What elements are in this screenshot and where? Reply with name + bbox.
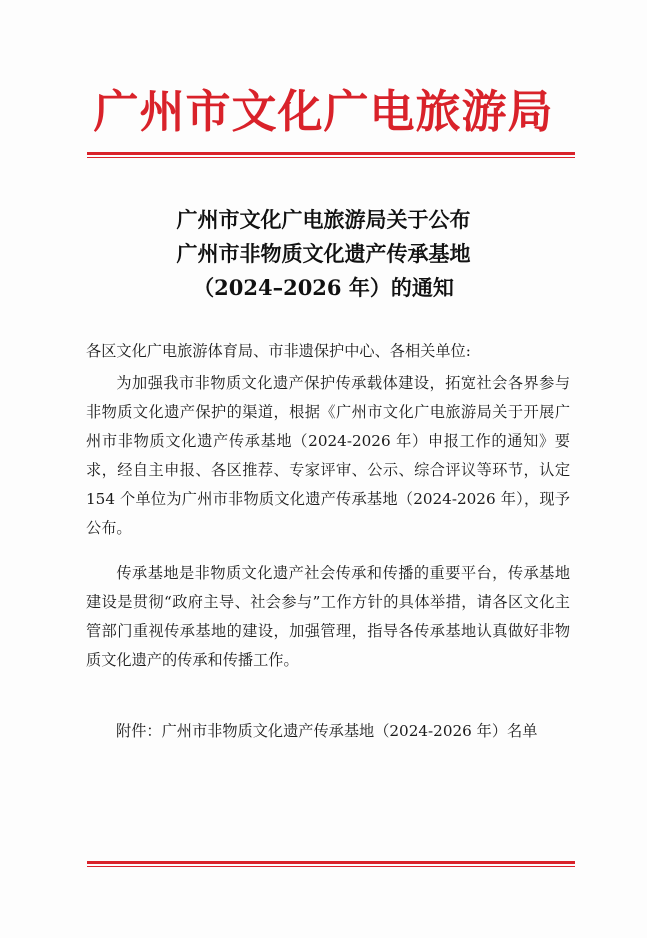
- masthead-red-rule-thick: [87, 152, 575, 155]
- footer-red-rule-thick: [87, 861, 575, 864]
- notice-title-line-3: （2024–2026 年）的通知: [193, 275, 454, 300]
- salutation: 各区文化广电旅游体育局、市非遗保护中心、各相关单位:: [86, 342, 471, 360]
- notice-title-line-1: 广州市文化广电旅游局关于公布: [176, 207, 471, 232]
- masthead-red-rule-thin: [87, 157, 575, 158]
- footer-red-rule-thin: [87, 866, 575, 867]
- attachment-line: 附件：广州市非物质文化遗产传承基地（2024-2026 年）名单: [116, 722, 538, 740]
- body-paragraph-1: 为加强我市非物质文化遗产保护传承载体建设，拓宽社会各界参与非物质文化遗产保护的渠道，根据《广州市文化广电旅游局关于开展广州市非物质文化遗产传承基地（2024-2026 年）申报工作的通知》要求，经自主申报、各区推荐、专家评审、公示、综合评议等环节，认定 154 个单位为广州市非物质文化遗产传承基地（2024-2026 年），现予公布。: [86, 374, 570, 537]
- body-paragraph-2: 传承基地是非物质文化遗产社会传承和传播的重要平台，传承基地建设是贯彻“政府主导、社会参与”工作方针的具体举措，请各区文化主管部门重视传承基地的建设，加强管理，指导各传承基地认真做好非物质文化遗产的传承和传播工作。: [86, 564, 570, 669]
- notice-title-line-2: 广州市非物质文化遗产传承基地: [176, 241, 471, 266]
- masthead-agency-name: 广州市文化广电旅游局: [93, 85, 554, 138]
